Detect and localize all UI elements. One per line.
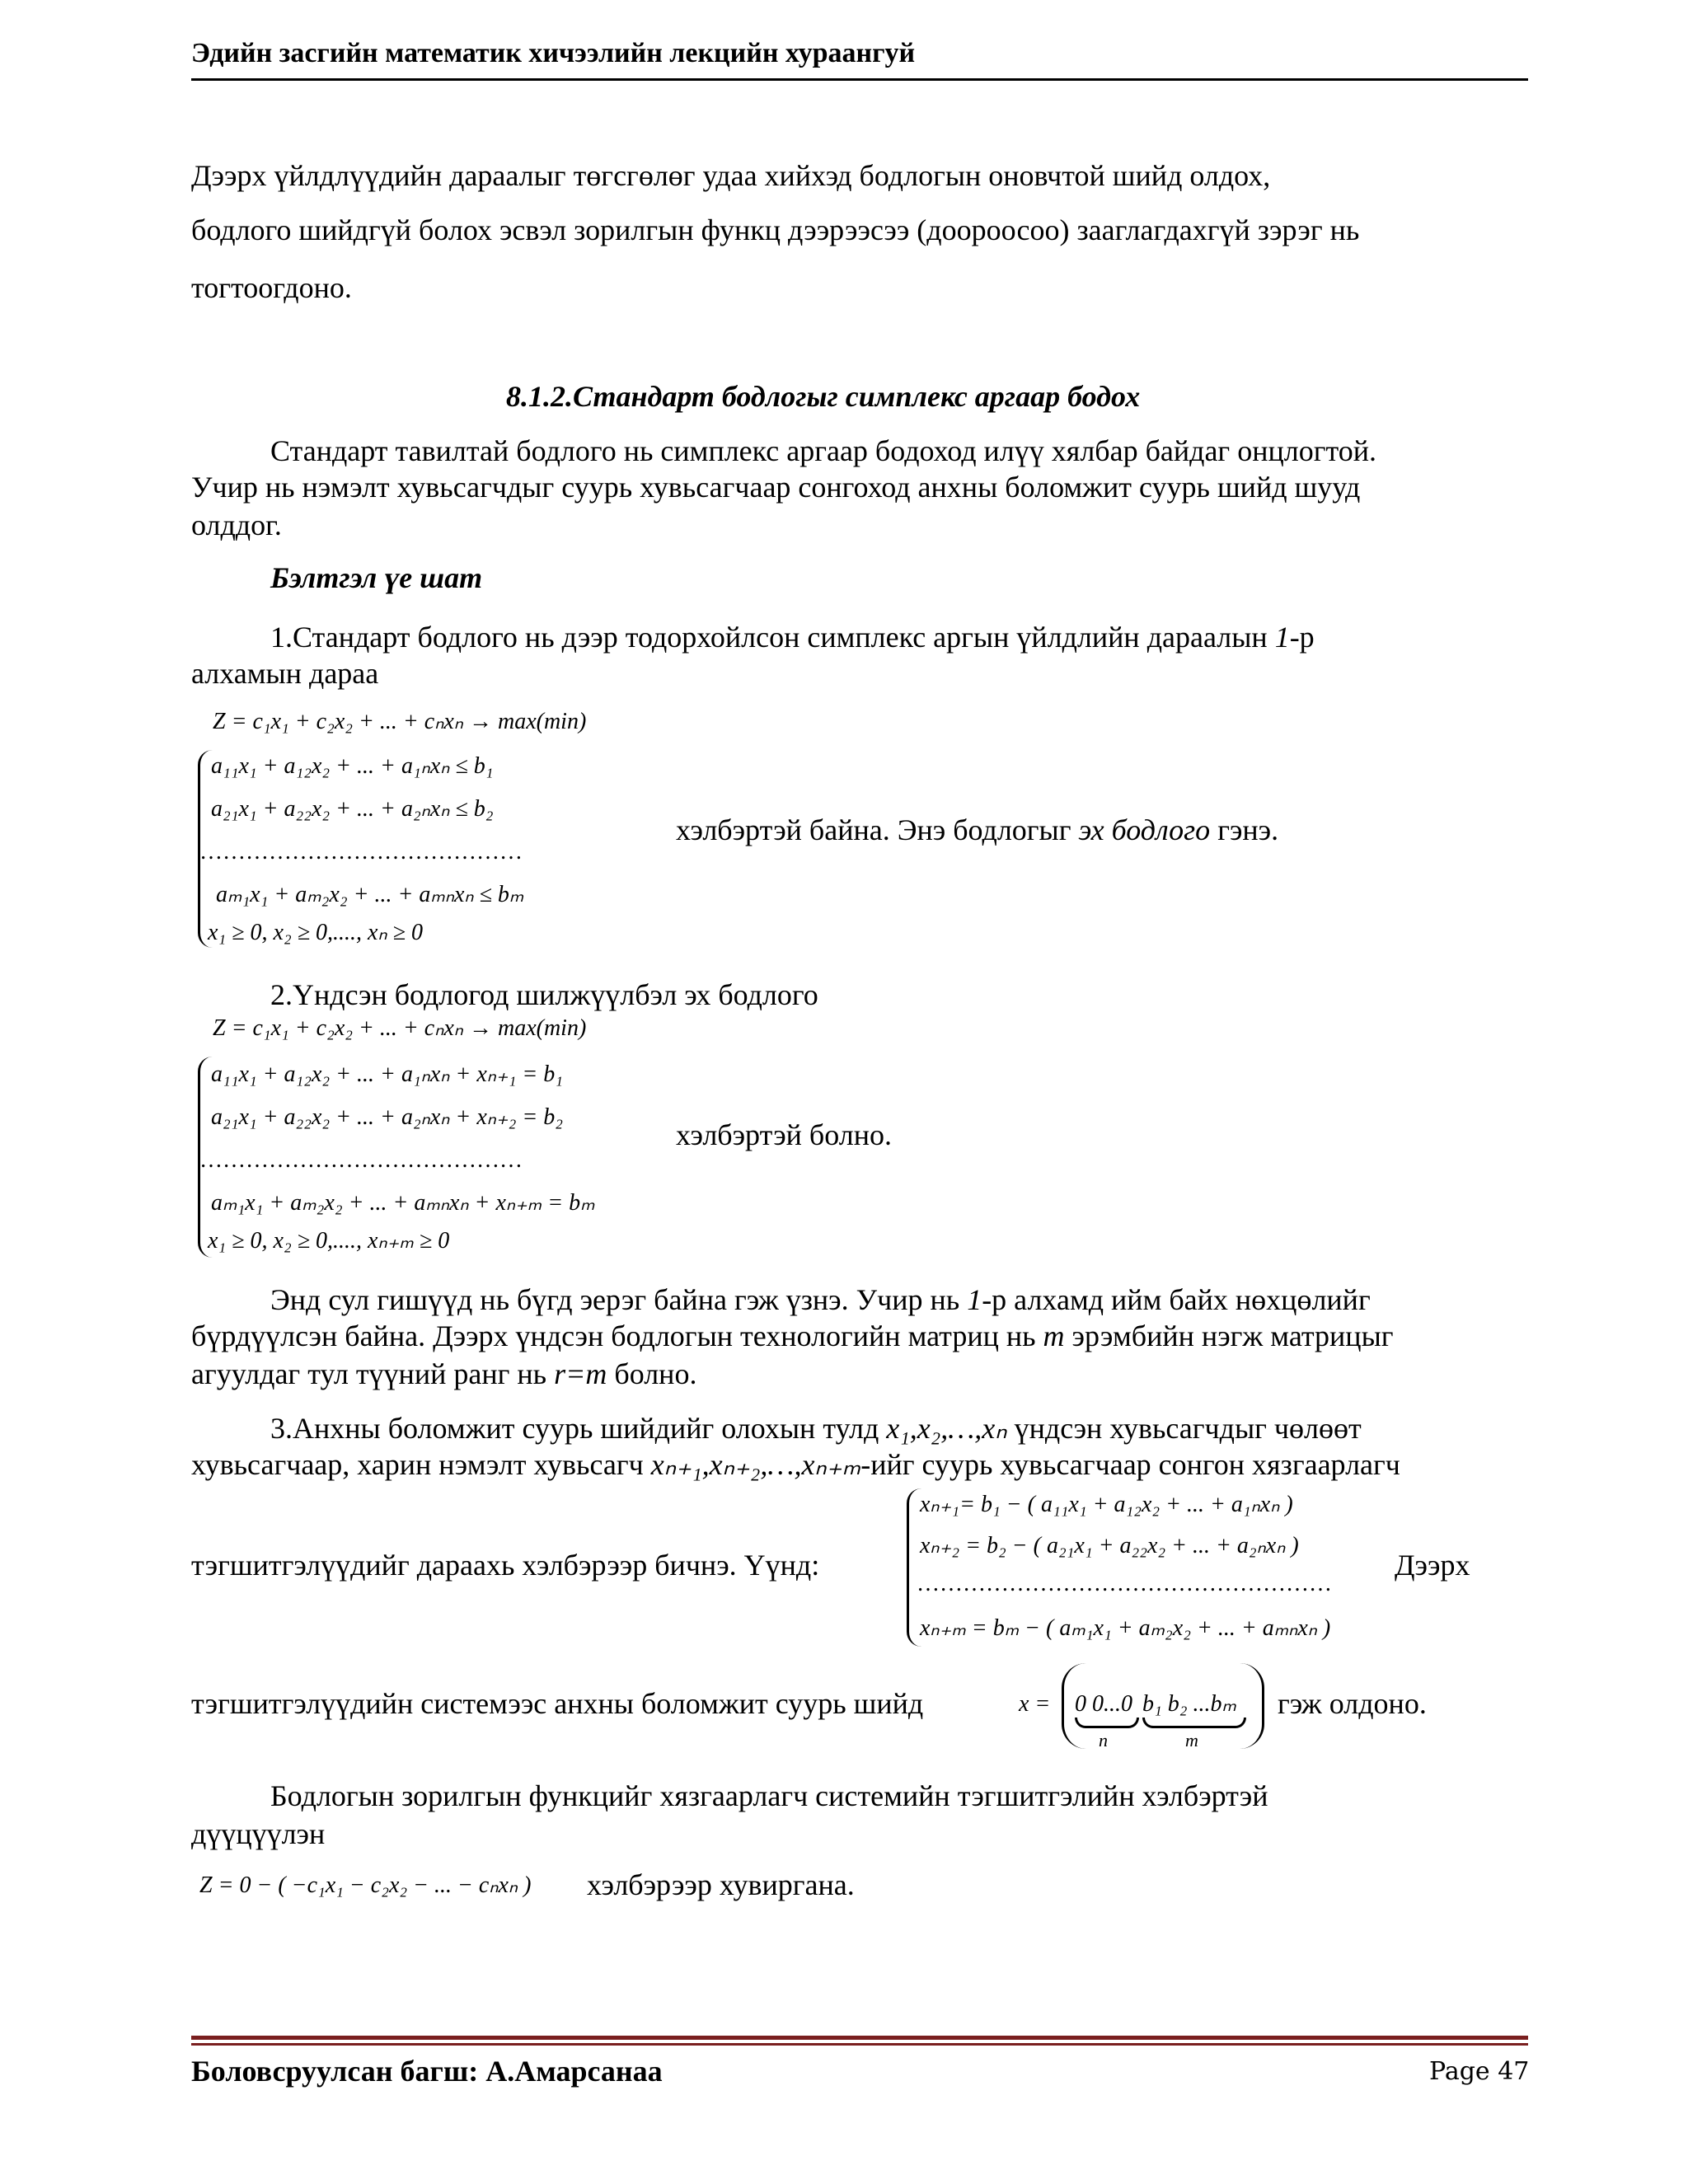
system2-objective: Z = c₁x₁ + c₂x₂ + ... + cₙxₙ → max(min) xyxy=(213,1015,587,1041)
step3-line-2: хувьсагчаар, харин нэмэлт хувьсагч xₙ₊₁,xₙ₊₂,…,xₙ₊ₘ-ийг суурь хувьсагчаар сонгон хязгаарлагч xyxy=(191,1448,1400,1481)
system2-row-2: a₂₁x₁ + a₂₂x₂ + ... + a₂ₙxₙ + xₙ₊₂ = b₂ xyxy=(211,1104,564,1130)
system2-row-3: …………………………………… xyxy=(199,1147,523,1173)
n-label: n xyxy=(1099,1730,1108,1750)
para3-line-1: Бодлогын зорилгын функцийг хязгаарлагч системийн тэгшитгэлийн хэлбэртэй xyxy=(270,1779,1268,1812)
step3-line-3: тэгшитгэлүүдийг дараахь хэлбэрээр бичнэ. Үүнд: xyxy=(191,1549,820,1582)
system1-row-5: x₁ ≥ 0, x₂ ≥ 0,...., xₙ ≥ 0 xyxy=(208,920,424,945)
step1-tail: хэлбэртэй байна. Энэ бодлогыг эх бодлого гэнэ. xyxy=(676,813,1279,846)
step2-tail: хэлбэртэй болно. xyxy=(676,1118,893,1151)
step3-line-4-tail: гэж олдоно. xyxy=(1278,1687,1427,1720)
step3-line-3-tail: Дээрх xyxy=(1395,1549,1470,1582)
intro-line-3: тогтоогдоно. xyxy=(191,271,352,304)
system2-row-5: x₁ ≥ 0, x₂ ≥ 0,...., xₙ₊ₘ ≥ 0 xyxy=(208,1228,450,1254)
solution-lhs: x = xyxy=(1019,1691,1051,1717)
system2-row-4: aₘ₁x₁ + aₘ₂x₂ + ... + aₘₙxₙ + xₙ₊ₘ = bₘ xyxy=(211,1190,595,1216)
para3-tail: хэлбэрээр хувиргана. xyxy=(587,1868,855,1901)
footer-author: Боловсруулсан багш: А.Амарсанаа xyxy=(191,2055,663,2088)
system1-row-4: aₘ₁x₁ + aₘ₂x₂ + ... + aₘₙxₙ ≤ bₘ xyxy=(216,882,524,907)
step3-line-1: 3.Анхны боломжит суурь шийдийг олохын тулд x₁,x₂,…,xₙ үндсэн хувьсагчдыг чөлөөт xyxy=(270,1412,1362,1445)
system1-row-3: …………………………………… xyxy=(199,839,523,865)
system3-row-4: xₙ₊ₘ = bₘ − ( aₘ₁x₁ + aₘ₂x₂ + ... + aₘₙxₙ ) xyxy=(920,1615,1331,1641)
header-title: Эдийн засгийн математик хичээлийн лекцийн хураангуй xyxy=(191,38,916,68)
system3-row-1: xₙ₊₁= b₁ − ( a₁₁x₁ + a₁₂x₂ + ... + a₁ₙxₙ ) xyxy=(920,1492,1293,1517)
stage-heading: Бэлтгэл үе шат xyxy=(270,561,483,594)
para1-line-2: Учир нь нэмэлт хувьсагчдыг суурь хувьсагчаар сонгоход анхны боломжит суурь шийд шууд xyxy=(191,471,1361,504)
system2-row-1: a₁₁x₁ + a₁₂x₂ + ... + a₁ₙxₙ + xₙ₊₁ = b₁ xyxy=(211,1062,564,1087)
intro-line-2: бодлого шийдгүй болох эсвэл зорилгын функц дээрээсээ (доороосоо) зааглагдахгүй зэрэг нь xyxy=(191,213,1360,246)
solution-bs: b₁ b₂ ...bₘ xyxy=(1142,1691,1236,1717)
step1-line-1: 1.Стандарт бодлого нь дээр тодорхойлсон симплекс аргын үйлдлийн дараалын 1-р xyxy=(270,621,1315,654)
page-number: Page 47 xyxy=(1429,2057,1530,2086)
system3-row-3: ……………………………………………… xyxy=(917,1571,1332,1596)
step1-line-2: алхамын дараа xyxy=(191,657,379,690)
para3-formula: Z = 0 − ( −c₁x₁ − c₂x₂ − ... − cₙxₙ ) xyxy=(199,1872,532,1898)
section-heading: 8.1.2.Стандарт бодлогыг симплекс аргаар бодох xyxy=(506,380,1141,413)
header-rule xyxy=(191,78,1528,81)
para1-line-3: олддог. xyxy=(191,509,282,541)
step3-line-4: тэгшитгэлүүдийн системээс анхны боломжит суурь шийд xyxy=(191,1687,924,1720)
footer-rule-thick xyxy=(191,2036,1528,2040)
step2-line-1: 2.Үндсэн бодлогод шилжүүлбэл эх бодлого xyxy=(270,978,818,1011)
para2-line-3: агуулдаг тул түүний ранг нь r=m болно. xyxy=(191,1357,697,1390)
m-label: m xyxy=(1185,1730,1198,1750)
system3-row-2: xₙ₊₂ = b₂ − ( a₂₁x₁ + a₂₂x₂ + ... + a₂ₙxₙ ) xyxy=(920,1533,1299,1558)
para2-line-2: бүрдүүлсэн байна. Дээрх үндсэн бодлогын технологийн матриц нь m эрэмбийн нэгж матрицыг xyxy=(191,1319,1394,1352)
para2-line-1: Энд сул гишүүд нь бүгд эерэг байна гэж үзнэ. Учир нь 1-р алхамд ийм байх нөхцөлийг xyxy=(270,1283,1371,1316)
footer-rule-thin xyxy=(191,2043,1528,2046)
solution-zeros: 0 0...0 xyxy=(1075,1691,1132,1717)
system1-objective: Z = c₁x₁ + c₂x₂ + ... + cₙxₙ → max(min) xyxy=(213,709,587,734)
system1-row-2: a₂₁x₁ + a₂₂x₂ + ... + a₂ₙxₙ ≤ b₂ xyxy=(211,796,494,822)
para1-line-1: Стандарт тавилтай бодлого нь симплекс аргаар бодоход илүү хялбар байдаг онцлогтой. xyxy=(270,434,1376,467)
system1-row-1: a₁₁x₁ + a₁₂x₂ + ... + a₁ₙxₙ ≤ b₁ xyxy=(211,753,494,779)
intro-line-1: Дээрх үйлдлүүдийн дараалыг төгсгөлөг удаа хийхэд бодлогын оновчтой шийд олдох, xyxy=(191,159,1271,192)
para3-line-2: дүүцүүлэн xyxy=(191,1817,326,1850)
